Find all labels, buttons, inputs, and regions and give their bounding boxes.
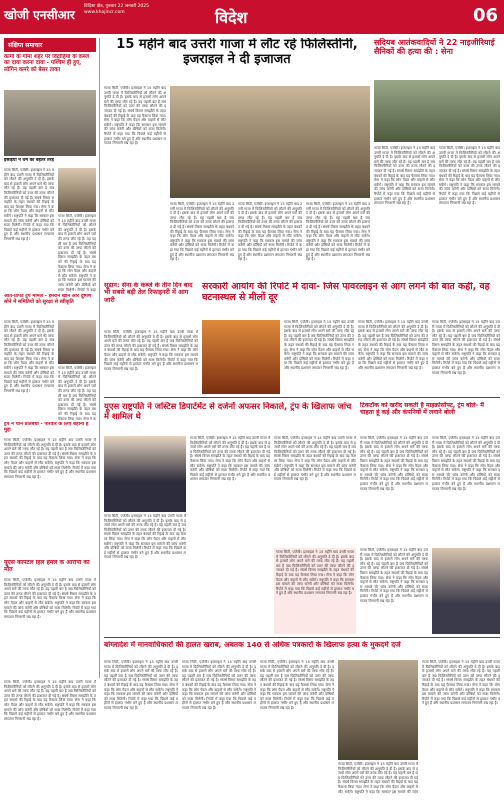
sidebar-body-1: गाजा सिटी, एजेंसी। इजराइल ने 15 महीने बाद उत्तरी गाजा में फिलिस्तीनियों को लौटने की अनुमति दे दी है। इसके बाद से हजारों लोग अपने घरों की तरफ लौट रहे हैं। यह पहली बार है जब फिलिस्तीनियों को उत्तर की तरफ लौटने की इजाजत दी गई है। संघर्ष विराम समझौते के तहत बंधकों की रिहाई के बाद यह फैसला लिया गया। सेना ने कहा कि लोग पैदल और वाहनों से लौट सकेंगे। राष्ट्रपति ने कहा कि सरकार इस मामले की जांच करेगी और दोषियों को सजा मिलेगी। रिपोर्ट में कहा गया कि पिछले कई महीनों से हालात गंभीर बने हुए हैं और स्थानीय प्रशासन लगातार निगरानी रख रहा है। — [4, 168, 54, 241]
section-rule-2 — [104, 637, 500, 638]
sudan-body: गाजा सिटी, एजेंसी। इजराइल ने 15 महीने बाद उत्तरी गाजा में फिलिस्तीनियों को लौटने की अनुमति दे दी है। इसके बाद से हजारों लोग अपने घरों की तरफ लौट रहे हैं। यह पहली बार है जब फिलिस्तीनियों को उत्तर की तरफ लौटने की इजाजत दी गई है। संघर्ष विराम समझौते के तहत बंधकों की रिहाई के बाद यह फैसला लिया गया। सेना ने कहा कि लोग पैदल और वाहनों से लौट सकेंगे। राष्ट्रपति ने कहा कि सरकार इस मामले की जांच करेगी और दोषियों को सजा मिलेगी। रिपोर्ट में कहा गया कि पिछले कई महीनों से हालात गंभीर बने हुए हैं और स्थानीय प्रशासन लगातार निगरानी रख रहा है। — [104, 330, 198, 371]
sidebar-portrait-2 — [58, 320, 96, 364]
sidebar-headline-3: ट्रंप ने चीन प्रतिबंधों - परिवार के लिए बहाना है मुद्दा — [4, 422, 89, 433]
banner-headline: सरकारी आयोग की रिपोर्ट में दावा- जिस पावरलाइन से आग लगने की बात कही, वह घटनास्थल से मीलों दूर — [202, 282, 490, 303]
masthead — [0, 0, 504, 34]
main-body-col2: गाजा सिटी, एजेंसी। इजराइल ने 15 महीने बाद उत्तरी गाजा में फिलिस्तीनियों को लौटने की अनुमति दे दी है। इसके बाद से हजारों लोग अपने घरों की तरफ लौट रहे हैं। यह पहली बार है जब फिलिस्तीनियों को उत्तर की तरफ लौटने की इजाजत दी गई है। संघर्ष विराम समझौते के तहत बंधकों की रिहाई के बाद यह फैसला लिया गया। सेना ने कहा कि लोग पैदल और वाहनों से लौट सकेंगे। राष्ट्रपति ने कहा कि सरकार इस मामले की जांच करेगी और दोषियों को सजा मिलेगी। रिपोर्ट में कहा गया कि पिछले कई महीनों से हालात गंभीर बने हुए हैं और स्थानीय प्रशासन लगातार निगरानी रख रहा है। — [170, 202, 234, 262]
column-divider — [99, 38, 100, 678]
tiktok-headline: टिकटॉक को खरीद सकती है माइक्रोसॉफ्ट, ट्रंप बोले- मैं चाहता हूं कई और कंपनियों में लगाने बोली — [360, 402, 484, 417]
banner-body-2: गाजा सिटी, एजेंसी। इजराइल ने 15 महीने बाद उत्तरी गाजा में फिलिस्तीनियों को लौटने की अनुमति दे दी है। इसके बाद से हजारों लोग अपने घरों की तरफ लौट रहे हैं। यह पहली बार है जब फिलिस्तीनियों को उत्तर की तरफ लौटने की इजाजत दी गई है। संघर्ष विराम समझौते के तहत बंधकों की रिहाई के बाद यह फैसला लिया गया। सेना ने कहा कि लोग पैदल और वाहनों से लौट सकेंगे। राष्ट्रपति ने कहा कि सरकार इस मामले की जांच करेगी और दोषियों को सजा मिलेगी। रिपोर्ट में कहा गया कि पिछले कई महीनों से हालात गंभीर बने हुए हैं और स्थानीय प्रशासन लगातार निगरानी रख रहा है। — [358, 320, 428, 370]
sidebar-headline-2: आत-प्रपिट ट्रंप मामले - इमरान खान और दुष्पण सोने में समितियों को सुरक्षा से स्वीकृति — [4, 294, 92, 305]
main-body-col4: गाजा सिटी, एजेंसी। इजराइल ने 15 महीने बाद उत्तरी गाजा में फिलिस्तीनियों को लौटने की अनुमति दे दी है। इसके बाद से हजारों लोग अपने घरों की तरफ लौट रहे हैं। यह पहली बार है जब फिलिस्तीनियों को उत्तर की तरफ लौटने की इजाजत दी गई है। संघर्ष विराम समझौते के तहत बंधकों की रिहाई के बाद यह फैसला लिया गया। सेना ने कहा कि लोग पैदल और वाहनों से लौट सकेंगे। राष्ट्रपति ने कहा कि सरकार इस मामले की जांच करेगी और दोषियों को सजा मिलेगी। रिपोर्ट में कहा गया कि पिछले कई महीनों से हालात गंभीर बने हुए हैं और स्थानीय प्रशासन लगातार निगरानी रख रहा है। — [306, 202, 370, 262]
us-justice-headline: यूएस राष्ट्रपति ने जस्टिस डिपार्टमेंट से दर्जनों अफसर निकाले, ट्रंप के खिलाफ जांच में शामिल थे — [104, 402, 352, 421]
newspaper-logo: खोजी एनसीआर — [4, 8, 75, 22]
bangladesh-headline: बांग्लादेश में मानवाधिकारों की हालत खराब, अबतक 140 से अधिक पत्रकारों के खिलाफ हत्या के मुकदमे दर्ज — [104, 641, 401, 649]
page-number: 06 — [472, 5, 498, 26]
right-top-headline: सदियब आतंकवादियों ने 22 नाइजीरियाई सैनिकों की हत्या की : सेना — [374, 38, 495, 57]
sidebar-portrait — [58, 168, 96, 212]
banner-body-3: गाजा सिटी, एजेंसी। इजराइल ने 15 महीने बाद उत्तरी गाजा में फिलिस्तीनियों को लौटने की अनुमति दे दी है। इसके बाद से हजारों लोग अपने घरों की तरफ लौट रहे हैं। यह पहली बार है जब फिलिस्तीनियों को उत्तर की तरफ लौटने की इजाजत दी गई है। संघर्ष विराम समझौते के तहत बंधकों की रिहाई के बाद यह फैसला लिया गया। सेना ने कहा कि लोग पैदल और वाहनों से लौट सकेंगे। राष्ट्रपति ने कहा कि सरकार इस मामले की जांच करेगी और दोषियों को सजा मिलेगी। रिपोर्ट में कहा गया कि पिछले कई महीनों से हालात गंभीर बने हुए हैं और स्थानीय प्रशासन लगातार निगरानी रख रहा है। — [432, 320, 500, 375]
bangladesh-photo — [338, 660, 418, 760]
soldiers-photo — [374, 80, 500, 142]
sidebar-tag: संक्षिप्त समाचार — [4, 38, 96, 52]
fire-photo — [202, 320, 280, 394]
sudan-headline: सूडान: सेना के कब्जे के तीन दिन बाद भी सबसे बड़ी तेल रिफाइनरी में आग जारी — [104, 282, 193, 304]
main-headline: 15 महीने बाद उत्तरी गाजा में लौट रहे फिलिस्तीनी, इजराइल ने दी इजाजत — [116, 38, 358, 67]
main-body-col3: गाजा सिटी, एजेंसी। इजराइल ने 15 महीने बाद उत्तरी गाजा में फिलिस्तीनियों को लौटने की अनुमति दे दी है। इसके बाद से हजारों लोग अपने घरों की तरफ लौट रहे हैं। यह पहली बार है जब फिलिस्तीनियों को उत्तर की तरफ लौटने की इजाजत दी गई है। संघर्ष विराम समझौते के तहत बंधकों की रिहाई के बाद यह फैसला लिया गया। सेना ने कहा कि लोग पैदल और वाहनों से लौट सकेंगे। राष्ट्रपति ने कहा कि सरकार इस मामले की जांच करेगी और दोषियों को सजा मिलेगी। रिपोर्ट में कहा गया कि पिछले कई महीनों से हालात गंभीर बने हुए हैं और स्थानीय प्रशासन लगातार निगरानी रख रहा है। — [238, 202, 302, 262]
right-top-body-1: गाजा सिटी, एजेंसी। इजराइल ने 15 महीने बाद उत्तरी गाजा में फिलिस्तीनियों को लौटने की अनुमति दे दी है। इसके बाद से हजारों लोग अपने घरों की तरफ लौट रहे हैं। यह पहली बार है जब फिलिस्तीनियों को उत्तर की तरफ लौटने की इजाजत दी गई है। संघर्ष विराम समझौते के तहत बंधकों की रिहाई के बाद यह फैसला लिया गया। सेना ने कहा कि लोग पैदल और वाहनों से लौट सकेंगे। राष्ट्रपति ने कहा कि सरकार इस मामले की जांच करेगी और दोषियों को सजा मिलेगी। रिपोर्ट में कहा गया कि पिछले कई महीनों से हालात गंभीर बने हुए हैं और स्थानीय प्रशासन लगातार निगरानी रख रहा है। — [374, 146, 435, 206]
banner-body-1: गाजा सिटी, एजेंसी। इजराइल ने 15 महीने बाद उत्तरी गाजा में फिलिस्तीनियों को लौटने की अनुमति दे दी है। इसके बाद से हजारों लोग अपने घरों की तरफ लौट रहे हैं। यह पहली बार है जब फिलिस्तीनियों को उत्तर की तरफ लौटने की इजाजत दी गई है। संघर्ष विराम समझौते के तहत बंधकों की रिहाई के बाद यह फैसला लिया गया। सेना ने कहा कि लोग पैदल और वाहनों से लौट सकेंगे। राष्ट्रपति ने कहा कि सरकार इस मामले की जांच करेगी और दोषियों को सजा मिलेगी। रिपोर्ट में कहा गया कि पिछले कई महीनों से हालात गंभीर बने हुए हैं और स्थानीय प्रशासन लगातार निगरानी रख रहा है। — [284, 320, 354, 370]
us-body-2: गाजा सिटी, एजेंसी। इजराइल ने 15 महीने बाद उत्तरी गाजा में फिलिस्तीनियों को लौटने की अनुमति दे दी है। इसके बाद से हजारों लोग अपने घरों की तरफ लौट रहे हैं। यह पहली बार है जब फिलिस्तीनियों को उत्तर की तरफ लौटने की इजाजत दी गई है। संघर्ष विराम समझौते के तहत बंधकों की रिहाई के बाद यह फैसला लिया गया। सेना ने कहा कि लोग पैदल और वाहनों से लौट सकेंगे। राष्ट्रपति ने कहा कि सरकार इस मामले की जांच करेगी और दोषियों को सजा मिलेगी। रिपोर्ट में कहा गया कि पिछले कई महीनों से हालात गंभीर बने हुए हैं और स्थानीय प्रशासन लगातार निगरानी रख रहा है। — [190, 436, 270, 482]
sidebar-body-7: गाजा सिटी, एजेंसी। इजराइल ने 15 महीने बाद उत्तरी गाजा में फिलिस्तीनियों को लौटने की अनुमति दे दी है। इसके बाद से हजारों लोग अपने घरों की तरफ लौट रहे हैं। यह पहली बार है जब फिलिस्तीनियों को उत्तर की तरफ लौटने की इजाजत दी गई है। संघर्ष विराम समझौते के तहत बंधकों की रिहाई के बाद यह फैसला लिया गया। सेना ने कहा कि लोग पैदल और वाहनों से लौट सकेंगे। राष्ट्रपति ने कहा कि सरकार इस मामले की जांच करेगी और दोषियों को सजा मिलेगी। रिपोर्ट में कहा गया कि पिछले कई महीनों से हालात गंभीर बने हुए हैं और स्थानीय प्रशासन लगातार निगरानी रख रहा है। — [4, 680, 96, 721]
trump-photo — [432, 548, 500, 634]
sidebar-body-3: गाजा सिटी, एजेंसी। इजराइल ने 15 महीने बाद उत्तरी गाजा में फिलिस्तीनियों को लौटने की अनुमति दे दी है। इसके बाद से हजारों लोग अपने घरों की तरफ लौट रहे हैं। यह पहली बार है जब फिलिस्तीनियों को उत्तर की तरफ लौटने की इजाजत दी गई है। संघर्ष विराम समझौते के तहत बंधकों की रिहाई के बाद यह फैसला लिया गया। सेना ने कहा कि लोग पैदल और वाहनों से लौट सकेंगे। राष्ट्रपति ने कहा कि सरकार इस मामले की जांच करेगी और दोषियों को सजा मिलेगी। रिपोर्ट में कहा गया कि पिछले कई महीनों से हालात गंभीर बने हुए हैं और स्थानीय प्रशासन लगातार निगरानी रख रहा है। — [4, 320, 54, 393]
sidebar-body-5: गाजा सिटी, एजेंसी। इजराइल ने 15 महीने बाद उत्तरी गाजा में फिलिस्तीनियों को लौटने की अनुमति दे दी है। इसके बाद से हजारों लोग अपने घरों की तरफ लौट रहे हैं। यह पहली बार है जब फिलिस्तीनियों को उत्तर की तरफ लौटने की इजाजत दी गई है। संघर्ष विराम समझौते के तहत बंधकों की रिहाई के बाद यह फैसला लिया गया। सेना ने कहा कि लोग पैदल और वाहनों से लौट सकेंगे। राष्ट्रपति ने कहा कि सरकार इस मामले की जांच करेगी और दोषियों को सजा मिलेगी। रिपोर्ट में कहा गया कि पिछले कई महीनों से हालात गंभीर बने हुए हैं और स्थानीय प्रशासन लगातार निगरानी रख रहा है। — [4, 438, 96, 479]
gaza-crowd-photo — [170, 86, 370, 198]
bd-body-2: गाजा सिटी, एजेंसी। इजराइल ने 15 महीने बाद उत्तरी गाजा में फिलिस्तीनियों को लौटने की अनुमति दे दी है। इसके बाद से हजारों लोग अपने घरों की तरफ लौट रहे हैं। यह पहली बार है जब फिलिस्तीनियों को उत्तर की तरफ लौटने की इजाजत दी गई है। संघर्ष विराम समझौते के तहत बंधकों की रिहाई के बाद यह फैसला लिया गया। सेना ने कहा कि लोग पैदल और वाहनों से लौट सकेंगे। राष्ट्रपति ने कहा कि सरकार इस मामले की जांच करेगी और दोषियों को सजा मिलेगी। रिपोर्ट में कहा गया कि पिछले कई महीनों से हालात गंभीर बने हुए हैं और स्थानीय प्रशासन लगातार निगरानी रख रहा है। — [182, 660, 256, 710]
section-title: विदेश — [215, 8, 248, 27]
section-rule — [104, 397, 500, 398]
sidebar-body-2: गाजा सिटी, एजेंसी। इजराइल ने 15 महीने बाद उत्तरी गाजा में फिलिस्तीनियों को लौटने की अनुमति दे दी है। इसके बाद से हजारों लोग अपने घरों की तरफ लौट रहे हैं। यह पहली बार है जब फिलिस्तीनियों को उत्तर की तरफ लौटने की इजाजत दी गई है। संघर्ष विराम समझौते के तहत बंधकों की रिहाई के बाद यह फैसला लिया गया। सेना ने कहा कि लोग पैदल और वाहनों से लौट सकेंगे। राष्ट्रपति ने कहा कि सरकार इस मामले की जांच करेगी और दोषियों को सजा मिलेगी। रिपोर्ट में कहा — [58, 214, 96, 292]
sidebar-body-4: गाजा सिटी, एजेंसी। इजराइल ने 15 महीने बाद उत्तरी गाजा में फिलिस्तीनियों को लौटने की अनुमति दे दी है। इसके बाद से हजारों लोग अपने घरों की तरफ लौट रहे हैं। यह पहली बार है जब फिलिस्तीनियों को उत्तर की तरफ लौटने की इजाजत दी गई है। संघर्ष विराम समझौते के तहत बंधकों की रिहाई के बाद यह फैसला लिया गया। सेना ने क — [58, 366, 96, 420]
tiktok-body-1: गाजा सिटी, एजेंसी। इजराइल ने 15 महीने बाद उत्तरी गाजा में फिलिस्तीनियों को लौटने की अनुमति दे दी है। इसके बाद से हजारों लोग अपने घरों की तरफ लौट रहे हैं। यह पहली बार है जब फिलिस्तीनियों को उत्तर की तरफ लौटने की इजाजत दी गई है। संघर्ष विराम समझौते के तहत बंधकों की रिहाई के बाद यह फैसला लिया गया। सेना ने कहा कि लोग पैदल और वाहनों से लौट सकेंगे। राष्ट्रपति ने कहा कि सरकार इस मामले की जांच करेगी और दोषियों को सजा मिलेगी। रिपोर्ट में कहा गया कि पिछले कई महीनों से हालात गंभीर बने हुए हैं और स्थानीय प्रशासन लगातार निगरानी रख रहा है। — [360, 436, 428, 491]
bd-body-3: गाजा सिटी, एजेंसी। इजराइल ने 15 महीने बाद उत्तरी गाजा में फिलिस्तीनियों को लौटने की अनुमति दे दी है। इसके बाद से हजारों लोग अपने घरों की तरफ लौट रहे हैं। यह पहली बार है जब फिलिस्तीनियों को उत्तर की तरफ लौटने की इजाजत दी गई है। संघर्ष विराम समझौते के तहत बंधकों की रिहाई के बाद यह फैसला लिया गया। सेना ने कहा कि लोग पैदल और वाहनों से लौट सकेंगे। राष्ट्रपति ने कहा कि सरकार इस मामले की जांच करेगी और दोषियों को सजा मिलेगी। रिपोर्ट में कहा गया कि पिछले कई महीनों से हालात गंभीर बने हुए हैं और स्थानीय प्रशासन लगातार निगरानी रख रहा है। — [260, 660, 334, 710]
bd-body-5: गाजा सिटी, एजेंसी। इजराइल ने 15 महीने बाद उत्तरी गाजा में फिलिस्तीनियों को लौटने की अनुमति दे दी है। इसके बाद से हजारों लोग अपने घरों की तरफ लौट रहे हैं। यह पहली बार है जब फिलिस्तीनियों को उत्तर की तरफ लौटने की इजाजत दी गई है। संघर्ष विराम समझौते के तहत बंधकों की रिहाई के बाद यह फैसला लिया गया। सेना ने कहा कि लोग पैदल और वाहनों से लौट सकेंगे। राष्ट्रपति ने कहा कि सरकार इस मामले की जांच करेगी और दोषियों को सजा मिलेगी। रिपोर्ट में कहा गया कि पिछले कई महीनों से हालात गंभीर बने हुए हैं और स्थानीय प्रशासन लगातार निगरानी रख रहा है। — [422, 660, 500, 706]
bd-body-1: गाजा सिटी, एजेंसी। इजराइल ने 15 महीने बाद उत्तरी गाजा में फिलिस्तीनियों को लौटने की अनुमति दे दी है। इसके बाद से हजारों लोग अपने घरों की तरफ लौट रहे हैं। यह पहली बार है जब फिलिस्तीनियों को उत्तर की तरफ लौटने की इजाजत दी गई है। संघर्ष विराम समझौते के तहत बंधकों की रिहाई के बाद यह फैसला लिया गया। सेना ने कहा कि लोग पैदल और वाहनों से लौट सकेंगे। राष्ट्रपति ने कहा कि सरकार इस मामले की जांच करेगी और दोषियों को सजा मिलेगी। रिपोर्ट में कहा गया कि पिछले कई महीनों से हालात गंभीर बने हुए हैं और स्थानीय प्रशासन लगातार निगरानी रख रहा है। — [104, 660, 178, 710]
sidebar-headline-4: यूएस कैपिटल हिल हमले के आरोपी की मौत — [4, 560, 90, 573]
right-top-body-2: गाजा सिटी, एजेंसी। इजराइल ने 15 महीने बाद उत्तरी गाजा में फिलिस्तीनियों को लौटने की अनुमति दे दी है। इसके बाद से हजारों लोग अपने घरों की तरफ लौट रहे हैं। यह पहली बार है जब फिलिस्तीनियों को उत्तर की तरफ लौटने की इजाजत दी गई है। संघर्ष विराम समझौते के तहत बंधकों की रिहाई के बाद यह फैसला लिया गया। सेना ने कहा कि लोग पैदल और वाहनों से लौट सकेंगे। राष्ट्रपति ने कहा कि सरकार इस मामले की जांच करेगी और दोषियों को सजा मिलेगी। रिपोर्ट में कहा गया कि पिछले कई महीनों से हालात गंभीर बने हुए हैं और स्थानीय प्रशासन लगातार निगरानी रख रहा है। — [439, 146, 500, 206]
tiktok-body-2: गाजा सिटी, एजेंसी। इजराइल ने 15 महीने बाद उत्तरी गाजा में फिलिस्तीनियों को लौटने की अनुमति दे दी है। इसके बाद से हजारों लोग अपने घरों की तरफ लौट रहे हैं। यह पहली बार है जब फिलिस्तीनियों को उत्तर की तरफ लौटने की इजाजत दी गई है। संघर्ष विराम समझौते के तहत बंधकों की रिहाई के बाद यह फैसला लिया गया। सेना ने कहा कि लोग पैदल और वाहनों से लौट सकेंगे। राष्ट्रपति ने कहा कि सरकार इस मामले की जांच करेगी और दोषियों को सजा मिलेगी। रिपोर्ट में कहा गया कि पिछले कई महीनों से हालात गंभीर बने हुए हैं और स्थानीय प्रशासन लगातार निगरानी रख रहा है। — [432, 436, 500, 491]
us-side-box-text: गाजा सिटी, एजेंसी। इजराइल ने 15 महीने बाद उत्तरी गाजा में फिलिस्तीनियों को लौटने की अनुमति दे दी है। इसके बाद से हजारों लोग अपने घरों की तरफ लौट रहे हैं। यह पहली बार है जब फिलिस्तीनियों को उत्तर की तरफ लौटने की इजाजत दी गई है। संघर्ष विराम समझौते के तहत बंधकों की रिहाई के बाद यह फैसला लिया गया। सेना ने कहा कि लोग पैदल और वाहनों से लौट सकेंगे। राष्ट्रपति ने कहा कि सरकार इस मामले की जांच करेगी और दोषियों को सजा मिलेगी। रिपोर्ट में कहा गया कि पिछले कई महीनों से हालात गंभीर बने हुए हैं और स्थानीय प्रशासन लगातार निगरानी रख रहा है। — [276, 550, 354, 596]
bd-body-4: गाजा सिटी, एजेंसी। इजराइल ने 15 महीने बाद उत्तरी गाजा में फिलिस्तीनियों को लौटने की अनुमति दे दी है। इसके बाद से हजारों लोग अपने घरों की तरफ लौट रहे हैं। यह पहली बार है जब फिलिस्तीनियों को उत्तर की तरफ लौटने की इजाजत दी गई है। संघर्ष विराम समझौते के तहत बंधकों की रिहाई के बाद यह फैसला लिया गया। सेना ने कहा कि लोग पैदल और वाहनों से लौट सकेंगे। राष्ट्रपति ने कहा कि सरकार इस मामले की जांच — [338, 762, 418, 794]
sidebar-subhead-1: ईसाइयों ने धर्म को बेहतर तरह — [4, 158, 54, 163]
masthead-info: विदिशा क्षेत्र, गुरुवार 22 जनवरी 2025 www.khojincr.com — [84, 4, 149, 15]
sidebar-photo — [4, 90, 96, 156]
sidebar-body-6: गाजा सिटी, एजेंसी। इजराइल ने 15 महीने बाद उत्तरी गाजा में फिलिस्तीनियों को लौटने की अनुमति दे दी है। इसके बाद से हजारों लोग अपने घरों की तरफ लौट रहे हैं। यह पहली बार है जब फिलिस्तीनियों को उत्तर की तरफ लौटने की इजाजत दी गई है। संघर्ष विराम समझौते के तहत बंधकों की रिहाई के बाद यह फैसला लिया गया। सेना ने कहा कि लोग पैदल और वाहनों से लौट सकेंगे। राष्ट्रपति ने कहा कि सरकार इस मामले की जांच करेगी और दोषियों को सजा मिलेगी। रिपोर्ट में कहा गया कि पिछले कई महीनों से हालात गंभीर बने हुए हैं और स्थानीय प्रशासन लगातार निगरानी रख रहा है। — [4, 578, 96, 619]
us-body-3: गाजा सिटी, एजेंसी। इजराइल ने 15 महीने बाद उत्तरी गाजा में फिलिस्तीनियों को लौटने की अनुमति दे दी है। इसके बाद से हजारों लोग अपने घरों की तरफ लौट रहे हैं। यह पहली बार है जब फिलिस्तीनियों को उत्तर की तरफ लौटने की इजाजत दी गई है। संघर्ष विराम समझौते के तहत बंधकों की रिहाई के बाद यह फैसला लिया गया। सेना ने कहा कि लोग पैदल और वाहनों से लौट सकेंगे। राष्ट्रपति ने कहा कि सरकार इस मामले की जांच करेगी और दोषियों को सजा मिलेगी। रिपोर्ट में कहा गया कि पिछले कई महीनों से हालात गंभीर बने हुए हैं और स्थानीय प्रशासन लगातार निगरानी रख रहा है। — [274, 436, 356, 482]
main-body-col1: गाजा सिटी, एजेंसी। इजराइल ने 15 महीने बाद उत्तरी गाजा में फिलिस्तीनियों को लौटने की अनुमति दे दी है। इसके बाद से हजारों लोग अपने घरों की तरफ लौट रहे हैं। यह पहली बार है जब फिलिस्तीनियों को उत्तर की तरफ लौटने की इजाजत दी गई है। संघर्ष विराम समझौते के तहत बंधकों की रिहाई के बाद यह फैसला लिया गया। सेना ने कहा कि लोग पैदल और वाहनों से लौट सकेंगे। राष्ट्रपति ने कहा कि सरकार इस मामले की जांच करेगी और दोषियों को सजा मिलेगी। रिपोर्ट में कहा गया कि पिछले कई महीनों से हालात गंभीर बने हुए हैं और स्थानीय प्रशासन लगातार निगरानी रख रहा है। — [104, 86, 166, 146]
us-side-box — [274, 548, 356, 634]
tiktok-body-3: गाजा सिटी, एजेंसी। इजराइल ने 15 महीने बाद उत्तरी गाजा में फिलिस्तीनियों को लौटने की अनुमति दे दी है। इसके बाद से हजारों लोग अपने घरों की तरफ लौट रहे हैं। यह पहली बार है जब फिलिस्तीनियों को उत्तर की तरफ लौटने की इजाजत दी गई है। संघर्ष विराम समझौते के तहत बंधकों की रिहाई के बाद यह फैसला लिया गया। सेना ने कहा कि लोग पैदल और वाहनों से लौट सकेंगे। राष्ट्रपति ने कहा कि सरकार इस मामले की जांच करेगी और दोषियों को सजा मिलेगी। रिपोर्ट में कहा गया कि पिछले कई महीनों से हालात गंभीर बने हुए हैं और स्थानीय प्रशासन लगातार निगरानी रख रहा है। — [360, 548, 428, 603]
sidebar-headline-1: कागो के गोमा शहर पर विद्रोहियों के कब्जे का दावा करना दावा - पश्चिम ही हुए, लोगिन कमरे को बेसर ताका — [4, 54, 90, 73]
us-body-1: गाजा सिटी, एजेंसी। इजराइल ने 15 महीने बाद उत्तरी गाजा में फिलिस्तीनियों को लौटने की अनुमति दे दी है। इसके बाद से हजारों लोग अपने घरों की तरफ लौट रहे हैं। यह पहली बार है जब फिलिस्तीनियों को उत्तर की तरफ लौटने की इजाजत दी गई है। संघर्ष विराम समझौते के तहत बंधकों की रिहाई के बाद यह फैसला लिया गया। सेना ने कहा कि लोग पैदल और वाहनों से लौट सकेंगे। राष्ट्रपति ने कहा कि सरकार इस मामले की जांच करेगी और दोषियों को सजा मिलेगी। रिपोर्ट में कहा गया कि पिछले कई महीनों से हालात गंभीर बने हुए हैं और स्थानीय प्रशासन लगातार निगरानी रख रहा है। — [104, 514, 186, 560]
us-official-photo — [104, 436, 186, 512]
